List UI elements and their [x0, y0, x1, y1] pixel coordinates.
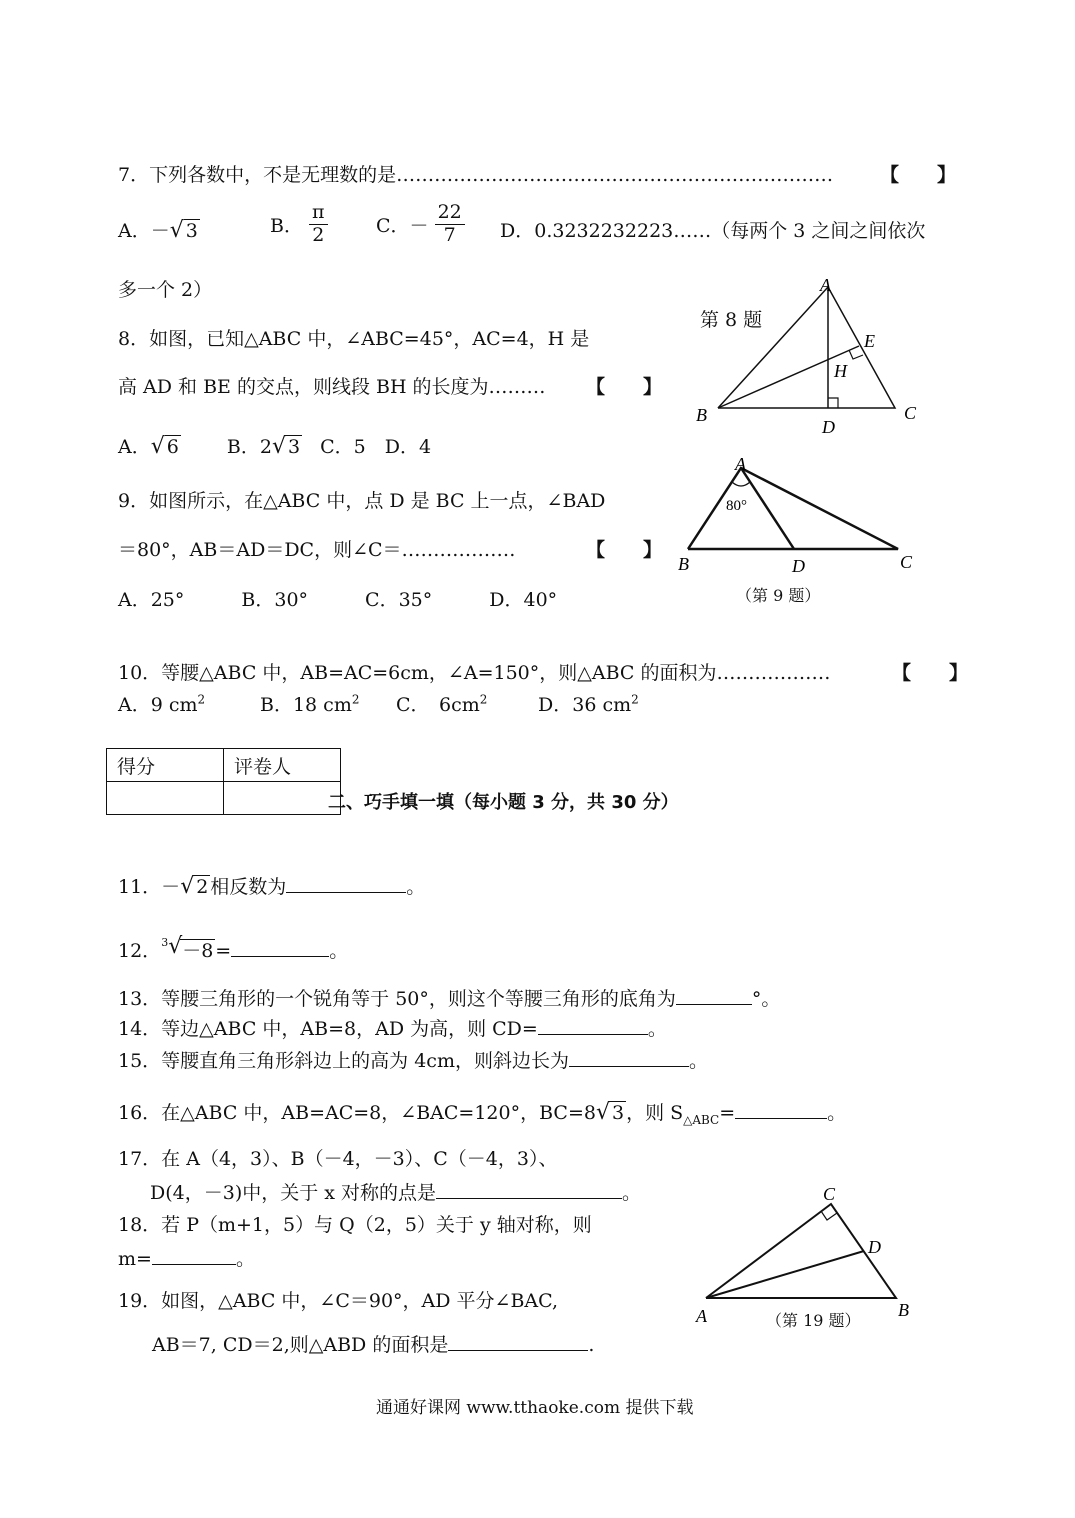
- q8-line2: 高 AD 和 BE 的交点，则线段 BH 的长度为………: [118, 376, 546, 398]
- q8-label-b: B: [696, 405, 707, 425]
- q17-line1: 17．在 A（4，3）、B（－4，－3）、C（－4，3）、: [118, 1148, 558, 1170]
- q10-option-d: D．36 $cm^2$: [538, 692, 639, 716]
- q7-fraction-pi-over-2: $\frac{\pi}{2}$: [309, 202, 328, 247]
- q7-option-d-continued: 多一个 2）: [118, 279, 213, 301]
- q18-answer-blank[interactable]: [152, 1246, 236, 1265]
- q10-option-c: C． $6cm^2$: [396, 692, 488, 716]
- q19-line1: 19．如图，△ABC 中，∠C＝90°，AD 平分∠BAC,: [118, 1290, 559, 1312]
- q17-line2: D(4，－3)中，关于 x 对称的点是 。: [150, 1182, 642, 1204]
- q8-answer-bracket: 【 】: [586, 376, 663, 398]
- q10-answer-bracket: 【 】: [892, 662, 969, 684]
- q19-label-d: D: [868, 1237, 881, 1257]
- q12-answer-blank[interactable]: [231, 938, 329, 957]
- q19-label-c: C: [823, 1184, 836, 1204]
- q8-label-a: A: [820, 275, 831, 295]
- q7-option-b: B． $\frac{\pi}{2}$: [270, 202, 328, 247]
- q9-line2: ＝80°，AB＝AD＝DC，则∠C＝………………: [118, 539, 516, 561]
- q19-figure-caption: （第 19 题）: [766, 1311, 861, 1330]
- q9-label-a: A: [735, 454, 746, 474]
- grader-header: 评卷人: [224, 749, 341, 782]
- q14: 14．等边△ABC 中，AB=8，AD 为高，则 CD= 。: [118, 1018, 667, 1040]
- q9-line1: 9．如图所示，在△ABC 中，点 D 是 BC 上一点，∠BAD: [118, 490, 606, 512]
- q19-answer-blank[interactable]: [448, 1332, 588, 1351]
- q7-option-d: D．0.3232232223……（每两个 3 之间之间依次: [500, 220, 926, 242]
- q7-stem: 7．下列各数中，不是无理数的是……………………………………………………………: [118, 164, 834, 186]
- q9-options: A．25° B．30° C．35° D．40°: [118, 589, 558, 611]
- score-table: [106, 748, 341, 815]
- q10-stem: 10．等腰△ABC 中，AB=AC=6cm，∠A=150°，则△ABC 的面积为………………: [118, 662, 831, 684]
- q9-label-c: C: [900, 552, 913, 572]
- q9-label-d: D: [792, 556, 805, 576]
- q18-line2: m= 。: [118, 1248, 255, 1270]
- q9-figure-caption: （第 9 题）: [736, 586, 821, 605]
- q13-answer-blank[interactable]: [676, 986, 752, 1005]
- q18-line1: 18．若 P（m+1，5）与 Q（2，5）关于 y 轴对称，则: [118, 1214, 592, 1236]
- score-cell[interactable]: [107, 782, 224, 815]
- q10-option-a: A．9 $cm^2$: [118, 692, 206, 716]
- q12: 12．$^3$√ －8 = 。: [118, 936, 348, 963]
- q19-label-a: A: [696, 1306, 707, 1326]
- q7-fraction-22-over-7: $\frac{22}{7}$: [435, 202, 465, 247]
- q10-option-b: B．18 $cm^2$: [260, 692, 360, 716]
- q19-line2: AB＝7, CD＝2,则△ABD 的面积是 .: [152, 1334, 595, 1356]
- section2-title: 二、巧手填一填（每小题 3 分，共 30 分）: [328, 792, 679, 813]
- q16-answer-blank[interactable]: [735, 1100, 827, 1119]
- q11: 11．－√ 2 相反数为 。: [118, 872, 425, 899]
- q11-answer-blank[interactable]: [286, 874, 406, 893]
- q17-answer-blank[interactable]: [436, 1180, 622, 1199]
- grader-cell[interactable]: [224, 782, 341, 815]
- q8-triangle-figure: [690, 275, 930, 440]
- q13: 13．等腰三角形的一个锐角等于 50°，则这个等腰三角形的底角为 °。: [118, 988, 781, 1010]
- score-header: 得分: [107, 749, 224, 782]
- q9-angle-label: 80°: [726, 498, 747, 514]
- q8-label-h: H: [834, 361, 847, 381]
- page-footer: 通通好课网 www.tthaoke.com 提供下载: [376, 1398, 694, 1418]
- q8-options: A．√ 6 B．2√ 3 C．5 D．4: [118, 432, 431, 459]
- q8-label-e: E: [864, 331, 875, 351]
- q8-line1: 8．如图，已知△ABC 中，∠ABC=45°，AC=4，H 是: [118, 328, 590, 350]
- q9-answer-bracket: 【 】: [586, 539, 663, 561]
- q7-option-a: A．－√ 3: [118, 216, 200, 243]
- q8-figure-caption: 第 8 题: [700, 309, 763, 331]
- q8-label-d: D: [822, 417, 835, 437]
- q9-label-b: B: [678, 554, 689, 574]
- q15-answer-blank[interactable]: [569, 1048, 689, 1067]
- q7-option-c: C．－ $\frac{22}{7}$: [376, 202, 465, 247]
- q8-label-c: C: [904, 403, 917, 423]
- q14-answer-blank[interactable]: [538, 1016, 648, 1035]
- q15: 15．等腰直角三角形斜边上的高为 4cm，则斜边长为 。: [118, 1050, 708, 1072]
- q19-label-b: B: [898, 1300, 909, 1320]
- q16: 16．在△ABC 中，AB=AC=8，∠BAC=120°，BC=8√ 3 ，则 $S_{\triangle ABC}=$ 。: [118, 1098, 846, 1127]
- q7-answer-bracket: 【 】: [880, 164, 957, 186]
